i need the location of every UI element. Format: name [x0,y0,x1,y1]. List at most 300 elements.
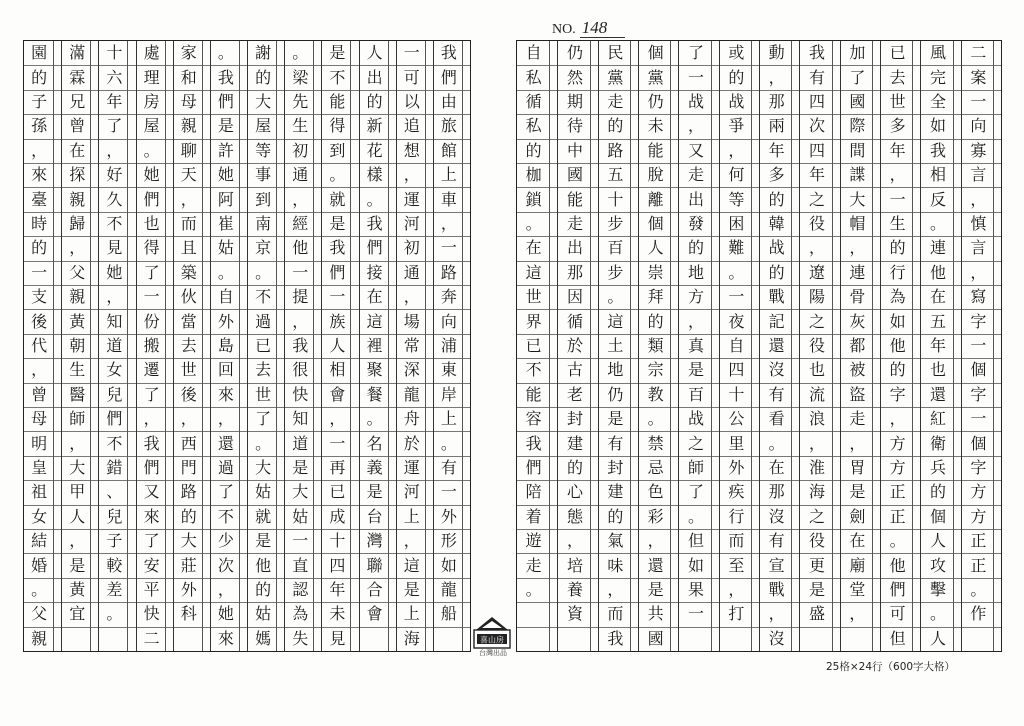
manuscript-char: 期 [566,92,583,111]
manuscript-char: 陪 [525,482,542,502]
manuscript-char: ， [970,189,987,209]
manuscript-char: 更 [808,555,825,575]
manuscript-char: 行 [889,262,906,282]
manuscript-char: 陽 [808,287,825,307]
manuscript-char: 深 [403,360,420,380]
manuscript-char: 河 [403,214,420,233]
manuscript-char: 是 [687,360,704,380]
left-page-column [136,41,173,651]
manuscript-char: 親 [69,287,86,307]
manuscript-char: 。 [525,580,542,599]
manuscript-char: 得 [329,116,346,136]
manuscript-char: 還 [647,555,664,575]
manuscript-char: 臺 [31,189,48,209]
manuscript-char: ， [889,165,906,185]
manuscript-char: 份 [143,311,160,331]
manuscript-char: 里 [728,433,745,453]
manuscript-char: 間 [849,140,866,160]
manuscript-char: 一 [970,409,987,429]
manuscript-char: 胃 [849,458,866,477]
manuscript-char: 去 [255,360,272,380]
manuscript-char: 地 [607,360,624,380]
manuscript-char: 養 [566,580,583,599]
manuscript-char: 回 [217,360,234,380]
manuscript-char: 會 [366,604,383,624]
manuscript-char: 役 [808,531,825,551]
manuscript-char: 姑 [292,506,309,526]
manuscript-char: 十 [728,384,745,404]
left-page-column [173,41,210,651]
manuscript-char: 攻 [929,555,946,575]
manuscript-char: 战 [687,409,704,429]
manuscript-char: 被 [849,360,866,380]
manuscript-char: 走 [687,165,704,185]
manuscript-char: 不 [217,506,234,526]
manuscript-char: 我 [607,628,624,648]
manuscript-char: 聯 [366,555,383,575]
manuscript-char: 追 [403,116,420,136]
manuscript-char: ， [687,311,704,331]
manuscript-char: 南 [255,214,272,233]
manuscript-char: 這 [366,311,383,331]
manuscript-char: 聚 [366,360,383,380]
manuscript-char: 可 [403,67,420,87]
manuscript-char: 六 [106,67,123,87]
manuscript-char: 孫 [31,116,48,136]
manuscript-char: ， [970,262,987,282]
manuscript-char: 次 [808,116,825,136]
manuscript-char: 了 [687,482,704,502]
manuscript-char: 四 [808,92,825,111]
manuscript-char: 。 [31,580,48,599]
manuscript-char: 的 [768,262,785,282]
left-page-grid [23,40,471,652]
manuscript-char: 而 [728,531,745,551]
manuscript-char: 的 [525,140,542,160]
manuscript-char: 姑 [255,604,272,624]
manuscript-char: 。 [728,262,745,282]
manuscript-char: 如 [687,555,704,575]
manuscript-char: 我 [292,336,309,355]
manuscript-char: 子 [31,92,48,111]
manuscript-char: 旅 [440,116,457,136]
manuscript-char: 循 [566,311,583,331]
manuscript-char: 之 [808,506,825,526]
manuscript-char: ， [217,409,234,429]
manuscript-char: 築 [180,262,197,282]
manuscript-char: ， [607,580,624,599]
manuscript-char: 是 [292,458,309,477]
manuscript-char: 之 [808,189,825,209]
manuscript-char: 已 [255,336,272,355]
manuscript-char: 個 [970,433,987,453]
manuscript-char: 。 [366,409,383,429]
manuscript-char: 時 [31,214,48,233]
manuscript-char: 心 [566,482,583,502]
manuscript-char: 已 [889,43,906,63]
manuscript-char: 也 [929,360,946,380]
manuscript-char: 十 [329,531,346,551]
manuscript-char: 子 [106,531,123,551]
manuscript-char: 河 [403,482,420,502]
manuscript-char: 老 [566,384,583,404]
manuscript-char: 沒 [768,506,785,526]
manuscript-char: 我 [808,43,825,63]
manuscript-char: 遷 [143,360,160,380]
ruby-gutter [53,41,61,651]
manuscript-char: 私 [525,116,542,136]
manuscript-char: 聊 [180,140,197,160]
manuscript-char: 十 [106,43,123,63]
manuscript-char: 待 [566,116,583,136]
manuscript-char: 沒 [768,628,785,648]
manuscript-char: 他 [292,238,309,258]
manuscript-char: 崔 [217,214,234,233]
manuscript-char: 或 [728,43,745,63]
manuscript-char: 常 [403,336,420,355]
manuscript-char: 公 [728,409,745,429]
manuscript-char: ， [106,287,123,307]
manuscript-char: 已 [525,336,542,355]
manuscript-char: 因 [566,287,583,307]
manuscript-char: 仍 [566,43,583,63]
manuscript-char: ， [889,409,906,429]
manuscript-char: 。 [329,165,346,185]
manuscript-char: 寫 [970,287,987,307]
manuscript-char: 在 [525,238,542,258]
manuscript-char: 島 [217,336,234,355]
manuscript-char: 私 [525,67,542,87]
manuscript-char: 地 [687,262,704,282]
manuscript-char: 自 [217,287,234,307]
manuscript-char: 在 [366,287,383,307]
manuscript-char: ， [647,531,664,551]
manuscript-char: 許 [217,140,234,160]
manuscript-char: 的 [255,580,272,599]
manuscript-char: 年 [106,92,123,111]
manuscript-char: 能 [566,189,583,209]
manuscript-char: 百 [607,238,624,258]
manuscript-char: 。 [647,409,664,429]
manuscript-char: 了 [255,409,272,429]
manuscript-char: 。 [217,262,234,282]
right-page-column [638,41,678,651]
manuscript-char: 字 [970,384,987,404]
manuscript-char: 走 [566,214,583,233]
manuscript-char: 族 [329,311,346,331]
manuscript-char: 宣 [768,555,785,575]
manuscript-char: 成 [329,506,346,526]
manuscript-char: 失 [292,628,309,648]
ruby-gutter [549,41,557,651]
manuscript-char: ， [69,433,86,453]
manuscript-char: 慎 [970,214,987,233]
manuscript-char: 難 [728,238,745,258]
manuscript-char: 外 [217,311,234,331]
manuscript-char: 阿 [217,189,234,209]
manuscript-char: 就 [329,189,346,209]
manuscript-char: 了 [143,384,160,404]
manuscript-char: 和 [180,67,197,87]
manuscript-char: 風 [929,43,946,63]
manuscript-char: 女 [31,506,48,526]
manuscript-char: 資 [566,604,583,624]
manuscript-char: 了 [849,67,866,87]
manuscript-char: 們 [366,238,383,258]
manuscript-char: 上 [403,506,420,526]
manuscript-char: 來 [217,628,234,648]
manuscript-char: 加 [849,43,866,63]
manuscript-char: 大 [69,458,86,477]
manuscript-char: ， [808,238,825,258]
manuscript-char: 明 [31,433,48,453]
manuscript-char: 親 [180,116,197,136]
manuscript-char: ， [31,360,48,380]
manuscript-char: 媽 [255,628,272,648]
manuscript-char: 灰 [849,311,866,331]
manuscript-char: 船 [440,604,457,624]
manuscript-char: 去 [180,336,197,355]
manuscript-char: ， [403,287,420,307]
manuscript-char: 一 [292,262,309,282]
manuscript-char: 伙 [180,287,197,307]
left-page-column [247,41,284,651]
manuscript-char: 那 [768,92,785,111]
manuscript-char: 战 [687,92,704,111]
manuscript-char: 一 [889,189,906,209]
manuscript-char: 人 [366,43,383,63]
manuscript-char: 字 [889,384,906,404]
manuscript-char: 上 [440,165,457,185]
manuscript-char: 疾 [728,482,745,502]
manuscript-char: 。 [217,43,234,63]
manuscript-char: 年 [808,165,825,185]
manuscript-char: 兵 [929,458,946,477]
manuscript-char: 生 [69,360,86,380]
manuscript-char: 久 [106,189,123,209]
manuscript-char: 樣 [366,165,383,185]
manuscript-char: 是 [366,482,383,502]
manuscript-char: 中 [566,140,583,160]
manuscript-char: 外 [728,458,745,477]
manuscript-char: 舟 [403,409,420,429]
manuscript-char: 姑 [255,482,272,502]
manuscript-char: 還 [929,384,946,404]
manuscript-char: 言 [970,165,987,185]
manuscript-char: 。 [440,433,457,453]
manuscript-char: 合 [366,580,383,599]
manuscript-char: 國 [849,92,866,111]
manuscript-char: 有 [440,458,457,477]
manuscript-char: 生 [292,116,309,136]
manuscript-char: 理 [143,67,160,87]
manuscript-char: 女 [106,360,123,380]
manuscript-char: 步 [607,214,624,233]
manuscript-char: 為 [889,287,906,307]
manuscript-char: ， [687,116,704,136]
manuscript-char: 過 [217,458,234,477]
manuscript-char: 。 [970,580,987,599]
manuscript-char: 人 [69,506,86,526]
manuscript-char: 過 [255,311,272,331]
manuscript-char: 道 [292,433,309,453]
manuscript-char: 的 [889,360,906,380]
manuscript-char: 。 [687,506,704,526]
manuscript-char: 年 [889,140,906,160]
manuscript-char: 的 [768,189,785,209]
manuscript-char: 外 [440,506,457,526]
manuscript-char: 已 [329,482,346,502]
manuscript-char: 他 [929,262,946,282]
manuscript-char: 生 [889,214,906,233]
manuscript-char: 初 [403,238,420,258]
manuscript-char: 了 [143,531,160,551]
manuscript-char: 大 [849,189,866,209]
manuscript-char: 親 [31,628,48,648]
manuscript-char: 字 [970,311,987,331]
manuscript-char: 一 [440,238,457,258]
manuscript-char: 接 [366,262,383,282]
manuscript-char: 是 [217,116,234,136]
manuscript-char: 國 [647,628,664,648]
manuscript-char: 的 [31,238,48,258]
manuscript-char: 花 [366,140,383,160]
manuscript-char: 拜 [647,287,664,307]
manuscript-char: 奔 [440,287,457,307]
manuscript-char: 世 [525,287,542,307]
manuscript-char: 等 [728,189,745,209]
manuscript-char: 遊 [525,531,542,551]
manuscript-char: 的 [647,311,664,331]
manuscript-char: 世 [889,92,906,111]
manuscript-char: 外 [180,580,197,599]
manuscript-char: 戰 [768,287,785,307]
manuscript-char: 她 [217,604,234,624]
manuscript-char: 帽 [849,214,866,233]
manuscript-char: 通 [403,262,420,282]
manuscript-char: 五 [607,165,624,185]
manuscript-char: 兩 [768,116,785,136]
manuscript-char: 等 [255,140,272,160]
manuscript-char: 直 [292,555,309,575]
manuscript-char: ， [403,165,420,185]
manuscript-char: 氣 [607,531,624,551]
manuscript-char: 上 [440,409,457,429]
left-page-column [321,41,358,651]
manuscript-char: 差 [106,580,123,599]
manuscript-char: 婚 [31,555,48,575]
manuscript-char: 次 [217,555,234,575]
manuscript-char: 忌 [647,458,664,477]
manuscript-char: 屋 [143,116,160,136]
manuscript-char: 完 [929,67,946,87]
manuscript-char: 的 [728,67,745,87]
manuscript-char: 曾 [31,384,48,404]
manuscript-char: 提 [292,287,309,307]
manuscript-char: 黨 [647,67,664,87]
manuscript-char: 姑 [217,238,234,258]
manuscript-char: 世 [180,360,197,380]
manuscript-char: 。 [525,214,542,233]
manuscript-char: 一 [403,43,420,63]
manuscript-char: 盛 [808,604,825,624]
manuscript-char: 支 [31,287,48,307]
manuscript-char: 。 [143,140,160,160]
manuscript-char: 的 [929,482,946,502]
manuscript-char: 多 [768,165,785,185]
manuscript-char: 至 [728,555,745,575]
manuscript-char: 想 [403,140,420,160]
manuscript-char: 。 [929,604,946,624]
manuscript-char: 在 [849,531,866,551]
manuscript-char: 師 [687,458,704,477]
manuscript-char: 一 [292,531,309,551]
manuscript-char: 房 [143,92,160,111]
manuscript-char: 的 [255,67,272,87]
manuscript-char: 遼 [808,262,825,282]
manuscript-char: 安 [143,555,160,575]
manuscript-char: 真 [687,336,704,355]
manuscript-char: 不 [255,287,272,307]
manuscript-char: 形 [440,531,457,551]
manuscript-char: 。 [889,531,906,551]
manuscript-char: 有 [607,433,624,453]
manuscript-char: 是 [607,409,624,429]
manuscript-char: 一 [329,433,346,453]
manuscript-char: 我 [440,43,457,63]
manuscript-char: 崇 [647,262,664,282]
manuscript-char: 為 [292,604,309,624]
manuscript-char: 封 [566,409,583,429]
manuscript-char: 灣 [366,531,383,551]
manuscript-char: ， [106,140,123,160]
manuscript-char: 鎖 [525,189,542,209]
manuscript-char: ， [329,409,346,429]
manuscript-char: 正 [970,555,987,575]
manuscript-char: ， [440,214,457,233]
manuscript-char: 走 [607,92,624,111]
manuscript-char: 如 [929,116,946,136]
manuscript-char: 而 [607,604,624,624]
manuscript-char: 經 [292,214,309,233]
manuscript-char: 民 [607,43,624,63]
manuscript-char: 仍 [607,384,624,404]
manuscript-char: 年 [929,336,946,355]
manuscript-char: 一 [970,336,987,355]
manuscript-char: 科 [180,604,197,624]
manuscript-char: 年 [329,580,346,599]
manuscript-char: 着 [525,506,542,526]
manuscript-char: 案 [970,67,987,87]
manuscript-char: 四 [808,140,825,160]
manuscript-char: 我 [329,238,346,258]
manuscript-char: 我 [217,67,234,87]
manuscript-char: 黃 [69,311,86,331]
manuscript-char: 是 [647,580,664,599]
manuscript-char: 岸 [440,384,457,404]
manuscript-char: 當 [180,311,197,331]
manuscript-char: 還 [217,433,234,453]
manuscript-char: 世 [255,384,272,404]
manuscript-char: 發 [687,214,704,233]
manuscript-char: 正 [889,482,906,502]
manuscript-char: 搬 [143,336,160,355]
manuscript-char: 再 [329,458,346,477]
publisher-caption: 台灣出品 [479,649,507,657]
right-page-column [759,41,799,651]
manuscript-char: 脫 [647,165,664,185]
manuscript-char: 類 [647,336,664,355]
